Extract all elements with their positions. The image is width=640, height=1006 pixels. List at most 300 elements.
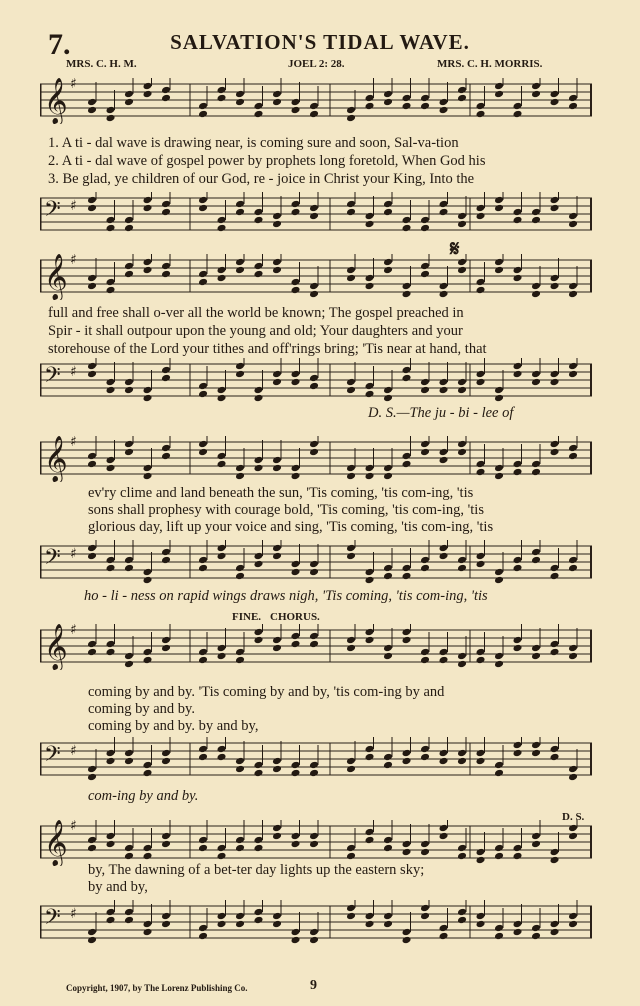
notehead-icon [568, 832, 578, 841]
notehead-icon [87, 648, 97, 657]
notehead-icon [402, 374, 412, 383]
bass-staff-2 [40, 358, 592, 404]
notehead-icon [87, 928, 97, 937]
notehead-icon [124, 660, 134, 669]
system3-verse1: ev'ry clime and land beneath the sun, 'Tis coming, 'tis com-ing, 'tis [88, 485, 474, 501]
key-signature-sharp-icon: ♯ [70, 198, 77, 214]
notehead-icon [291, 98, 301, 107]
notehead-icon [143, 769, 153, 778]
notehead-icon [513, 266, 523, 275]
notehead-icon [550, 648, 560, 657]
notehead-icon [457, 440, 467, 449]
notehead-icon [235, 836, 245, 845]
notehead-icon [346, 552, 356, 561]
notehead-icon [531, 741, 541, 750]
notehead-icon [513, 102, 523, 111]
notehead-icon [235, 200, 245, 209]
notehead-icon [309, 290, 319, 299]
notehead-icon [476, 460, 486, 469]
notehead-icon [87, 106, 97, 115]
notehead-icon [383, 394, 393, 403]
notehead-icon [124, 90, 134, 99]
notehead-icon [346, 386, 356, 395]
notehead-icon [106, 556, 116, 565]
notehead-icon [568, 556, 578, 565]
system2-verse3: storehouse of the Lord your tithes and off'rings bring; 'Tis near at hand, that [48, 341, 487, 357]
notehead-icon [309, 212, 319, 221]
notehead-icon [383, 572, 393, 581]
bass-staff-5 [40, 900, 592, 946]
notehead-icon [235, 472, 245, 481]
notehead-icon [550, 856, 560, 865]
notehead-icon [568, 290, 578, 299]
notehead-icon [402, 628, 412, 637]
notehead-icon [346, 472, 356, 481]
key-signature-sharp-icon: ♯ [70, 743, 77, 759]
treble-staff-3 [40, 436, 592, 482]
bass-staff-3 [40, 540, 592, 586]
notehead-icon [198, 440, 208, 449]
bass-clef-icon: 𝄢 [44, 545, 61, 575]
notehead-icon [568, 452, 578, 461]
music-credit: MRS. C. H. MORRIS. [437, 58, 543, 70]
key-signature-sharp-icon: ♯ [70, 906, 77, 922]
notehead-icon [272, 912, 282, 921]
notehead-icon [143, 266, 153, 275]
notehead-icon [106, 114, 116, 123]
notehead-icon [513, 556, 523, 565]
notehead-icon [457, 652, 467, 661]
notehead-icon [217, 452, 227, 461]
notehead-icon [198, 564, 208, 573]
notehead-icon [550, 920, 560, 929]
notehead-icon [143, 928, 153, 937]
notehead-icon [531, 378, 541, 387]
notehead-icon [235, 208, 245, 217]
notehead-icon [531, 216, 541, 225]
bass-staff-lines [40, 900, 592, 946]
notehead-icon [365, 912, 375, 921]
notehead-icon [106, 286, 116, 295]
notehead-icon [346, 208, 356, 217]
notehead-icon [309, 928, 319, 937]
notehead-icon [550, 282, 560, 291]
notehead-icon [531, 548, 541, 557]
notehead-icon [161, 94, 171, 103]
notehead-icon [309, 568, 319, 577]
key-signature-sharp-icon: ♯ [70, 546, 77, 562]
notehead-icon [494, 204, 504, 213]
notehead-icon [365, 382, 375, 391]
notehead-icon [272, 832, 282, 841]
notehead-icon [346, 644, 356, 653]
notehead-icon [309, 110, 319, 119]
notehead-icon [346, 636, 356, 645]
notehead-icon [402, 290, 412, 299]
notehead-icon [476, 110, 486, 119]
notehead-icon [531, 290, 541, 299]
notehead-icon [217, 544, 227, 553]
notehead-icon [346, 274, 356, 283]
notehead-icon [568, 912, 578, 921]
notehead-icon [531, 82, 541, 91]
notehead-icon [476, 286, 486, 295]
notehead-icon [254, 769, 264, 778]
key-signature-sharp-icon: ♯ [70, 624, 77, 638]
notehead-icon [235, 757, 245, 766]
notehead-icon [161, 200, 171, 209]
notehead-icon [235, 844, 245, 853]
notehead-icon [550, 378, 560, 387]
notehead-icon [198, 753, 208, 762]
notehead-icon [272, 378, 282, 387]
notehead-icon [106, 648, 116, 657]
notehead-icon [254, 552, 264, 561]
notehead-icon [568, 220, 578, 229]
notehead-icon [235, 266, 245, 275]
notehead-icon [476, 468, 486, 477]
notehead-icon [346, 544, 356, 553]
notehead-icon [346, 757, 356, 766]
notehead-icon [254, 916, 264, 925]
system5-line2: by and by, [88, 879, 148, 895]
notehead-icon [568, 652, 578, 661]
notehead-icon [198, 110, 208, 119]
notehead-icon [106, 840, 116, 849]
notehead-icon [309, 204, 319, 213]
chorus-mark: CHORUS. [270, 611, 320, 623]
notehead-icon [513, 370, 523, 379]
notehead-icon [217, 216, 227, 225]
notehead-icon [513, 749, 523, 758]
notehead-icon [87, 552, 97, 561]
notehead-icon [513, 216, 523, 225]
notehead-icon [531, 924, 541, 933]
notehead-icon [550, 370, 560, 379]
treble-clef-icon: 𝄞 [44, 624, 68, 670]
key-signature-sharp-icon: ♯ [70, 436, 77, 450]
notehead-icon [106, 456, 116, 465]
notehead-icon [124, 749, 134, 758]
notehead-icon [550, 196, 560, 205]
treble-clef-icon: 𝄞 [44, 254, 68, 300]
notehead-icon [439, 924, 449, 933]
notehead-icon [254, 102, 264, 111]
notehead-icon [235, 564, 245, 573]
notehead-icon [235, 572, 245, 581]
notehead-icon [198, 656, 208, 665]
notehead-icon [346, 852, 356, 861]
notehead-icon [439, 932, 449, 941]
notehead-icon [161, 270, 171, 279]
notehead-icon [254, 761, 264, 770]
notehead-icon [513, 844, 523, 853]
notehead-icon [531, 460, 541, 469]
notehead-icon [106, 916, 116, 925]
notehead-icon [402, 572, 412, 581]
segno-sign: 𝄋 [450, 236, 460, 261]
bass-staff-lines [40, 540, 592, 586]
notehead-icon [494, 761, 504, 770]
notehead-icon [346, 844, 356, 853]
notehead-icon [124, 98, 134, 107]
notehead-icon [291, 832, 301, 841]
notehead-icon [161, 757, 171, 766]
notehead-icon [513, 274, 523, 283]
system4-line2: coming by and by. [88, 701, 195, 717]
notehead-icon [161, 262, 171, 271]
notehead-icon [217, 86, 227, 95]
notehead-icon [383, 98, 393, 107]
notehead-icon [217, 912, 227, 921]
notehead-icon [309, 761, 319, 770]
treble-staff-2 [40, 254, 592, 300]
notehead-icon [402, 282, 412, 291]
notehead-icon [531, 282, 541, 291]
notehead-icon [420, 912, 430, 921]
notehead-icon [143, 648, 153, 657]
notehead-icon [476, 560, 486, 569]
notehead-icon [439, 200, 449, 209]
notehead-icon [457, 749, 467, 758]
notehead-icon [550, 98, 560, 107]
treble-staff-lines [40, 254, 592, 300]
notehead-icon [457, 266, 467, 275]
notehead-icon [106, 386, 116, 395]
notehead-icon [272, 824, 282, 833]
notehead-icon [568, 362, 578, 371]
notehead-icon [439, 98, 449, 107]
notehead-icon [476, 749, 486, 758]
notehead-icon [494, 196, 504, 205]
notehead-icon [291, 840, 301, 849]
notehead-icon [198, 745, 208, 754]
notehead-icon [309, 102, 319, 111]
notehead-icon [106, 224, 116, 233]
notehead-icon [161, 86, 171, 95]
notehead-icon [161, 366, 171, 375]
notehead-icon [143, 920, 153, 929]
notehead-icon [346, 114, 356, 123]
notehead-icon [365, 212, 375, 221]
notehead-icon [494, 769, 504, 778]
notehead-icon [198, 556, 208, 565]
notehead-icon [87, 452, 97, 461]
notehead-icon [198, 382, 208, 391]
notehead-icon [457, 86, 467, 95]
system4-line1: coming by and by. 'Tis coming by and by, 'tis com-ing by and [88, 684, 445, 700]
notehead-icon [513, 852, 523, 861]
system1-verse3: 3. Be glad, ye children of our God, re - joice in Christ your King, Into the [48, 171, 475, 187]
notehead-icon [143, 82, 153, 91]
notehead-icon [309, 632, 319, 641]
notehead-icon [291, 378, 301, 387]
notehead-icon [568, 773, 578, 782]
notehead-icon [550, 572, 560, 581]
notehead-icon [383, 472, 393, 481]
notehead-icon [568, 94, 578, 103]
notehead-icon [106, 464, 116, 473]
notehead-icon [402, 636, 412, 645]
notehead-icon [476, 278, 486, 287]
notehead-icon [365, 220, 375, 229]
notehead-icon [309, 448, 319, 457]
notehead-icon [161, 644, 171, 653]
notehead-icon [124, 757, 134, 766]
notehead-icon [198, 204, 208, 213]
system4-line3: coming by and by. by and by, [88, 718, 259, 734]
notehead-icon [365, 274, 375, 283]
notehead-icon [235, 258, 245, 267]
notehead-icon [365, 836, 375, 845]
notehead-icon [124, 448, 134, 457]
system3-verse2: sons shall prophesy with courage bold, 'Tis coming, 'tis com-ing, 'tis [88, 502, 484, 518]
notehead-icon [235, 656, 245, 665]
treble-staff-5 [40, 820, 592, 866]
treble-staff-lines [40, 436, 592, 482]
notehead-icon [198, 448, 208, 457]
notehead-icon [568, 212, 578, 221]
notehead-icon [309, 832, 319, 841]
notehead-icon [494, 844, 504, 853]
notehead-icon [235, 920, 245, 929]
notehead-icon [513, 468, 523, 477]
notehead-icon [494, 472, 504, 481]
notehead-icon [291, 568, 301, 577]
notehead-icon [291, 640, 301, 649]
notehead-icon [217, 844, 227, 853]
notehead-icon [494, 82, 504, 91]
notehead-icon [143, 761, 153, 770]
notehead-icon [550, 564, 560, 573]
notehead-icon [143, 394, 153, 403]
notehead-icon [254, 464, 264, 473]
notehead-icon [217, 920, 227, 929]
notehead-icon [291, 278, 301, 287]
notehead-icon [457, 844, 467, 853]
notehead-icon [254, 386, 264, 395]
notehead-icon [420, 262, 430, 271]
notehead-icon [106, 106, 116, 115]
notehead-icon [161, 548, 171, 557]
notehead-icon [254, 270, 264, 279]
notehead-icon [198, 270, 208, 279]
notehead-icon [439, 106, 449, 115]
notehead-icon [217, 274, 227, 283]
bass-clef-icon: 𝄢 [44, 905, 61, 935]
treble-staff-lines [40, 78, 592, 124]
notehead-icon [346, 266, 356, 275]
notehead-icon [550, 753, 560, 762]
notehead-icon [550, 274, 560, 283]
notehead-icon [439, 290, 449, 299]
notehead-icon [402, 224, 412, 233]
notehead-icon [476, 856, 486, 865]
notehead-icon [291, 286, 301, 295]
notehead-icon [309, 640, 319, 649]
notehead-icon [235, 98, 245, 107]
notehead-icon [550, 928, 560, 937]
notehead-icon [124, 844, 134, 853]
notehead-icon [568, 370, 578, 379]
notehead-icon [124, 216, 134, 225]
notehead-icon [124, 224, 134, 233]
notehead-icon [439, 749, 449, 758]
notehead-icon [106, 564, 116, 573]
key-signature-sharp-icon: ♯ [70, 254, 77, 268]
notehead-icon [254, 560, 264, 569]
notehead-icon [217, 644, 227, 653]
notehead-icon [87, 362, 97, 371]
notehead-icon [235, 765, 245, 774]
notehead-icon [291, 632, 301, 641]
notehead-icon [420, 648, 430, 657]
notehead-icon [513, 208, 523, 217]
notehead-icon [402, 102, 412, 111]
notehead-icon [550, 204, 560, 213]
system1-verse2: 2. A ti - dal wave of gospel power by prophets long foretold, When God his [48, 153, 486, 169]
notehead-icon [346, 765, 356, 774]
notehead-icon [568, 824, 578, 833]
notehead-icon [383, 464, 393, 473]
treble-clef-icon: 𝄞 [44, 436, 68, 482]
notehead-icon [568, 564, 578, 573]
notehead-icon [420, 102, 430, 111]
hymn-number: 7. [48, 28, 71, 61]
notehead-icon [420, 216, 430, 225]
notehead-icon [402, 757, 412, 766]
notehead-icon [143, 90, 153, 99]
notehead-icon [457, 908, 467, 917]
notehead-icon [291, 761, 301, 770]
notehead-icon [291, 472, 301, 481]
bass-staff-lines [40, 192, 592, 238]
notehead-icon [87, 282, 97, 291]
notehead-icon [365, 472, 375, 481]
bass-clef-icon: 𝄢 [44, 363, 61, 393]
notehead-icon [143, 204, 153, 213]
notehead-icon [439, 832, 449, 841]
notehead-icon [513, 644, 523, 653]
notehead-icon [235, 464, 245, 473]
notehead-icon [272, 266, 282, 275]
notehead-icon [217, 753, 227, 762]
notehead-icon [383, 844, 393, 853]
notehead-icon [217, 460, 227, 469]
notehead-icon [217, 386, 227, 395]
treble-staff-4 [40, 624, 592, 670]
notehead-icon [494, 932, 504, 941]
notehead-icon [272, 258, 282, 267]
system1-verse1: 1. A ti - dal wave is drawing near, is coming sure and soon, Sal-va-tion [48, 135, 459, 151]
notehead-icon [550, 640, 560, 649]
notehead-icon [309, 440, 319, 449]
notehead-icon [476, 378, 486, 387]
notehead-icon [439, 386, 449, 395]
system2-verse1: full and free shall o-ver all the world be known; The gospel preached in [48, 305, 464, 321]
notehead-icon [494, 266, 504, 275]
page-number: 9 [310, 978, 317, 993]
notehead-icon [346, 200, 356, 209]
notehead-icon [346, 464, 356, 473]
notehead-icon [217, 745, 227, 754]
notehead-icon [457, 378, 467, 387]
notehead-icon [217, 852, 227, 861]
notehead-icon [476, 757, 486, 766]
notehead-icon [439, 648, 449, 657]
notehead-icon [402, 936, 412, 945]
notehead-icon [106, 757, 116, 766]
